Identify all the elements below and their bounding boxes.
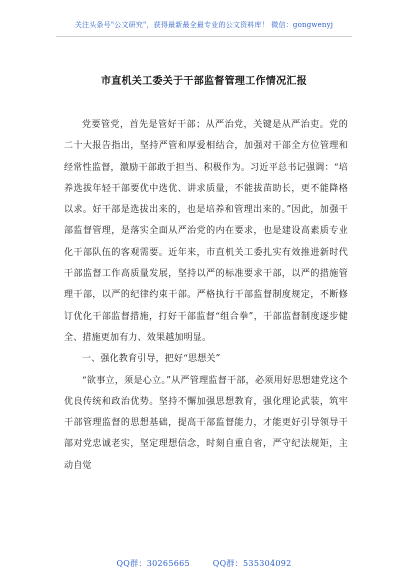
- section-heading: 一、强化教育引导，把好“思想关”: [82, 354, 221, 365]
- body-paragraph: “欲事立，须是心立。”从严管理监督干部，必须用好思想建党这个优良传统和政治优势。坚持不懈加强思想教育，强化理论武装，筑牢干部管理监督的思想基础，提高干部监督能力，才能更好引导领导干部对党忠诚老实，坚定理想信念，时刻自重自省，严守纪法规矩，主动自觉: [64, 375, 348, 471]
- document-body: [64, 115, 348, 477]
- qq-group-1: QQ群：30265665: [116, 559, 190, 568]
- header-divider: [56, 36, 352, 37]
- body-paragraph: 党要管党，首先是管好干部；从严治党，关键是从严治吏。党的二十大报告指出，坚持严管和厚爱相结合，加强对干部全方位管理和经常性监督，激励干部敢于担当、积极作为。习近平总书记强调：“培养选拔年轻干部要优中选优、讲求质量，不能拔苗助长，更不能降格以求。好干部是选拔出来的，也是培养和管理出来的。”因此，加强干部监督管理，是落实全面从严治党的内在要求，也是建设高素质专业化干部队伍的客观需要。近年来，市直机关工委扎实有效推进新时代干部监督工作高质量发展，坚持以严的标准要求干部，以严的措施管理干部，以严的纪律约束干部。严格执行干部监督制度规定，不断修订优化干部监督措施，打好干部监督“组合拳”，干部监督制度逐步健全、措施更加有力、效果越加明显。: [64, 120, 348, 343]
- document-title: 市直机关工委关于干部监督管理工作情况汇报: [101, 76, 307, 87]
- qq-group-2: QQ群：535304092: [212, 559, 292, 568]
- header-promo-text: 关注头条号"公文研究"，获得最新最全最专业的公文资料库！ 微信：gongwenyj: [74, 21, 334, 29]
- footer-contact: [0, 558, 408, 569]
